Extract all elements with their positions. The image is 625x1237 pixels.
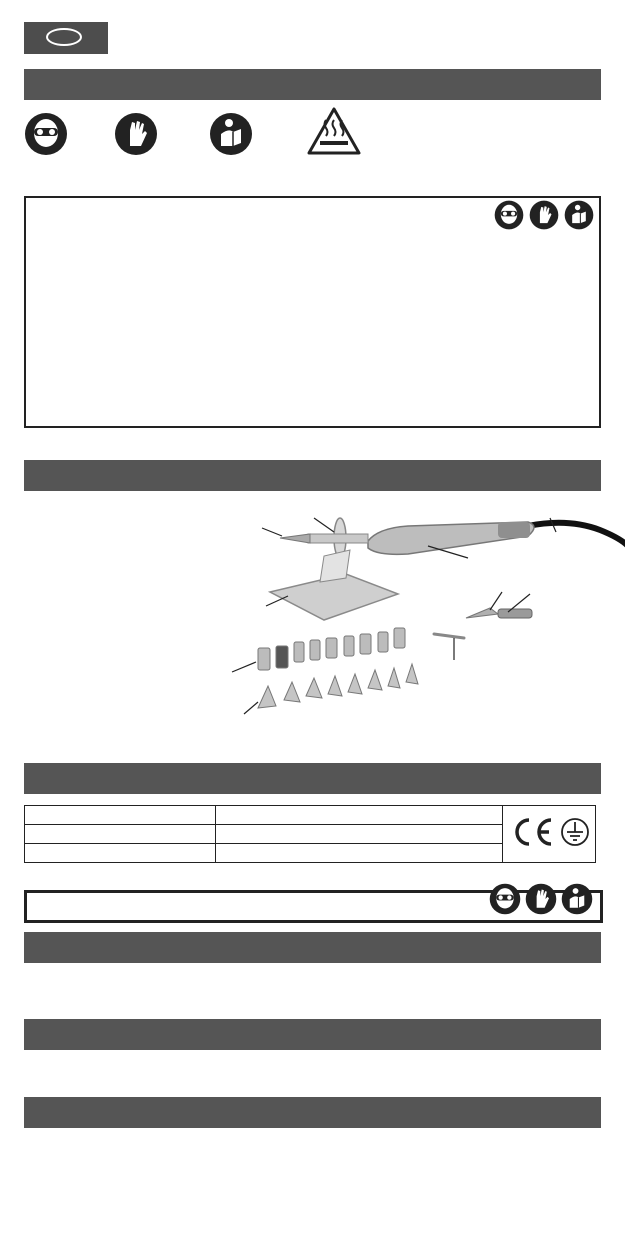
table-cell	[25, 844, 216, 863]
table-cell	[216, 825, 503, 844]
read-manual-icon	[209, 112, 253, 156]
read-manual-icon	[561, 883, 593, 915]
language-badge	[24, 22, 108, 54]
table-cell	[25, 806, 216, 825]
technical-data-table	[24, 805, 596, 863]
table-cell	[216, 806, 503, 825]
section-bar-usage	[24, 932, 601, 963]
section-bar-maintenance	[24, 1019, 601, 1050]
needle-tip	[434, 634, 464, 638]
product-photo	[228, 496, 625, 736]
table-row	[25, 806, 596, 825]
stand	[270, 574, 398, 620]
eye-protection-icon	[489, 883, 521, 915]
eye-protection-icon	[24, 112, 68, 156]
section-bar-components	[24, 460, 601, 491]
ce-mark-icon	[517, 820, 551, 844]
handle-collar	[498, 522, 530, 538]
protective-earth-icon	[562, 819, 588, 845]
gloves-icon	[529, 200, 559, 230]
soldering-tip	[280, 534, 310, 543]
table-cell	[216, 844, 503, 863]
tip-holder	[308, 534, 368, 543]
certification-cell	[503, 806, 596, 863]
table-cell	[25, 825, 216, 844]
language-oval-icon	[46, 28, 82, 46]
tips-set-row-1	[258, 628, 405, 670]
tips-set-row-2	[258, 664, 418, 708]
gloves-icon	[525, 883, 557, 915]
blade	[466, 608, 498, 618]
section-bar-safety	[24, 69, 601, 100]
stand-bracket	[320, 550, 350, 582]
gloves-icon	[114, 112, 158, 156]
cutter-holder	[498, 609, 532, 618]
read-manual-icon	[564, 200, 594, 230]
safety-warning-box	[24, 196, 601, 428]
section-bar-disposal	[24, 1097, 601, 1128]
hot-surface-warning-icon	[306, 106, 362, 156]
section-bar-technical-data	[24, 763, 601, 794]
power-cable	[528, 523, 625, 546]
eye-protection-icon	[494, 200, 524, 230]
